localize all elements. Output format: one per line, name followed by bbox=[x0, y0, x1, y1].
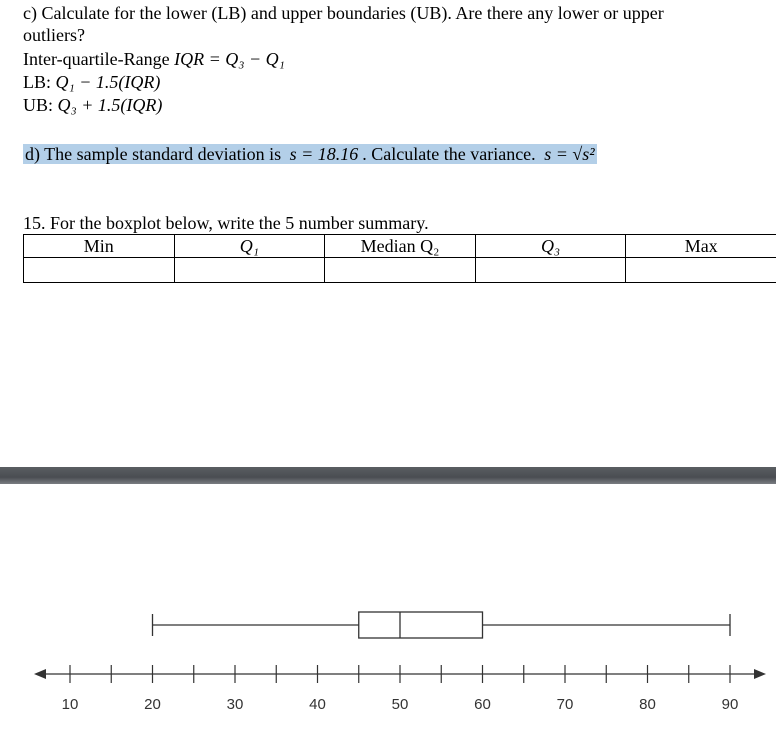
table-header-row bbox=[24, 235, 776, 258]
header-median: Median Q₂ bbox=[325, 235, 476, 258]
page-divider-bar bbox=[0, 467, 776, 484]
part-c-line-2: outliers? bbox=[23, 25, 85, 45]
table-answer-row bbox=[24, 258, 776, 283]
part-c-line-1: c) Calculate for the lower (LB) and upper boundaries (UB). Are there any lower or upper bbox=[23, 3, 664, 23]
answer-cell-median[interactable] bbox=[325, 258, 476, 283]
tick-label: 30 bbox=[226, 696, 244, 713]
tick-label: 60 bbox=[474, 696, 491, 713]
iqr-definition bbox=[23, 48, 285, 70]
lb-definition bbox=[23, 71, 160, 93]
answer-cell-q3[interactable] bbox=[475, 258, 626, 283]
answer-cell-max[interactable] bbox=[626, 258, 776, 283]
iqr-formula: IQR = Q₃ − Q₁ bbox=[174, 49, 285, 69]
lb-label: LB: bbox=[23, 72, 56, 92]
tick-label: 50 bbox=[391, 696, 409, 713]
header-q3: Q₃ bbox=[475, 235, 626, 258]
answer-cell-min[interactable] bbox=[24, 258, 175, 283]
part-d-text-end: . Calculate the variance. bbox=[362, 144, 541, 164]
tick-label: 80 bbox=[639, 696, 656, 713]
tick-label: 20 bbox=[144, 696, 161, 713]
tick-label: 90 bbox=[721, 696, 739, 713]
iqr-box bbox=[359, 612, 483, 638]
part-d-text-start: d) The sample standard deviation is bbox=[25, 144, 286, 164]
ub-definition bbox=[23, 94, 162, 116]
part-d-question bbox=[23, 143, 597, 165]
part-d-s-value: s = 18.16 bbox=[289, 144, 359, 164]
ub-formula: Q₃ + 1.5(IQR) bbox=[57, 95, 163, 115]
iqr-label: Inter-quartile-Range bbox=[23, 49, 175, 69]
lb-formula: Q₁ − 1.5(IQR) bbox=[55, 72, 161, 92]
five-number-summary-table bbox=[23, 234, 776, 283]
boxplot-chart bbox=[0, 590, 776, 720]
header-min: Min bbox=[24, 235, 175, 258]
ub-label: UB: bbox=[23, 95, 58, 115]
left-arrow-icon bbox=[34, 669, 46, 679]
tick-label: 40 bbox=[309, 696, 326, 713]
right-arrow-icon bbox=[754, 669, 766, 679]
header-q1: Q₁ bbox=[174, 235, 325, 258]
tick-label: 70 bbox=[556, 696, 574, 713]
header-max: Max bbox=[626, 235, 776, 258]
answer-cell-q1[interactable] bbox=[174, 258, 325, 283]
part-d-variance-formula: s = √s² bbox=[544, 144, 595, 164]
tick-label: 10 bbox=[61, 696, 79, 713]
question-15-title: 15. For the boxplot below, write the 5 number summary. bbox=[23, 213, 429, 233]
